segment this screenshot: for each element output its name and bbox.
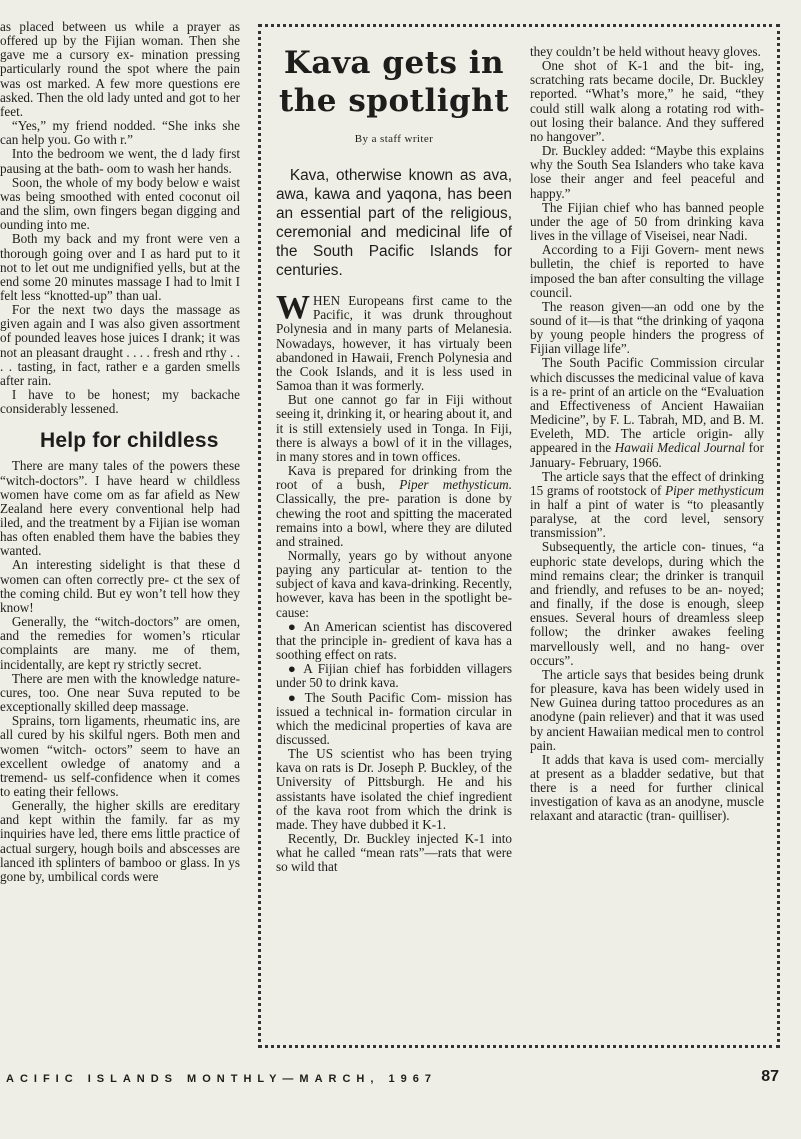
paragraph: Subsequently, the article con- tinues, “a euphoric state develops, during which the mind remains clear; the drinker is tranquil and friendly, and refuses to be an- noyed; and finally, if the dose is enough, sleep ensues. Several hours of dreamless sleep follow; the drinker awakes feeling marvellously well, and no hang- over occurs”. — [530, 539, 764, 668]
paragraph: Both my back and my front were ven a thorough going over and I as hard put to it not to let out me undignified yells, but at the end some 20 minutes massage I had to lmit I felt less “knotted-up” than ual. — [0, 231, 240, 303]
paragraph: Generally, the higher skills are ereditary and kept within the family. far as my inquiries have led, there ems little practice of actual surgery, hough boils and abscesses are lanced ith splinters of bamboo or glass. In ys gone by, umbilical cords were — [0, 798, 240, 884]
paragraph: But one cannot go far in Fiji without seeing it, drinking it, or hearing about it, and it is still extensiely used in Tonga. In Fiji, there is always a bowl of it in the villages, in many stores and in town offices. — [276, 392, 512, 464]
paragraph: According to a Fiji Govern- ment news bulletin, the chief is reported to have imposed the ban after consulting the village council. — [530, 242, 764, 300]
byline: By a staff writer — [354, 133, 434, 145]
paragraph: There are many tales of the powers these “witch-doctors”. I have heard w childless women have come om as far afield as New Zealand here every conventional help had iled, and the treatment by a Fijian ise woman has often enabled them have the babies they wanted. — [0, 458, 240, 559]
drop-cap: W — [276, 289, 310, 327]
paragraph: they couldn’t be held without heavy gloves. — [530, 44, 761, 59]
page-footer — [0, 1068, 801, 1088]
lead-paragraph: Kava, otherwise known as ava, awa, kawa and yaqona, has been an essential part of the religious, ceremonial and medicinal life of the South Pacific Islands for centuries. — [276, 167, 512, 280]
paragraph: Kava is prepared for drinking from the root of a bush, Piper methysticum. Classically, the pre- paration is done by chewing the root and spitting the macerated remains into a bowl, where they are diluted and strained. — [276, 463, 513, 549]
paragraph: The reason given—an odd one by the sound of it—is that “the drinking of yaqona by young people hinders the progress of Fijian village life”. — [530, 298, 764, 357]
paragraph: One shot of K-1 and the bit- ing, scratching rats became docile, Dr. Buckley reported. “What’s more,” he said, “they could still walk along a rotating rod with- out losing their balance. And they suffered no hangover”. — [530, 58, 764, 144]
bullet-item: ● The South Pacific Com- mission has issued a technical in- formation circular in which the medicinal properties of kava are discussed. — [276, 689, 512, 747]
running-footer: ACIFIC ISLANDS MONTHLY—MARCH, 1967 — [6, 1073, 437, 1085]
paragraph: An interesting sidelight is that these d women can often correctly pre- ct the sex of the coming child. But ey won’t tell how they know! — [0, 557, 240, 615]
paragraph: Sprains, torn ligaments, rheumatic ins, are all cured by his skilful ngers. Both men and women “witch- octors” seem to have an excellent owledge of anatomy and a tremend- us self-confidence when it comes to eating their fellows. — [0, 713, 240, 799]
paragraph: The article says that besides being drunk for pleasure, kava has been widely used in New Guinea during tattoo procedures as an anodyne (pain reliever) and that it was used by ancient Hawaiian medical men to control pain. — [530, 666, 764, 753]
paragraph: Normally, years go by without anyone paying any particular at- tention to the subject of kava and kava-drinking. Recently, however, kava has been in the spotlight be- cause: — [276, 547, 512, 620]
paragraph: Recently, Dr. Buckley injected K-1 into what he called “mean rats”—rats that were so wild that — [276, 831, 512, 875]
paragraph: Generally, the “witch-doctors” are omen, and the remedies for women’s rticular complaints are many. me of them, incidentally, are kept ry strictly secret. — [0, 614, 240, 672]
paragraph: Into the bedroom we went, the d lady first pausing at the bath- oom to wash her hands. — [0, 146, 240, 176]
paragraph: There are men with the knowledge nature-cures, too. One near Suva reputed to be exceptionally skilled deep massage. — [0, 670, 240, 715]
paragraph: WHEN Europeans first came to the Pacific, it was drunk throughout Polynesia and in many parts of Melanesia. Nowadays, however, it has virtualy been abandoned in Hawaii, French Polynesia and the Cook Islands, and it is less used in Samoa than it was formerly. — [276, 289, 512, 394]
paragraph: “Yes,” my friend nodded. “She inks she can help you. Go with r.” — [0, 118, 240, 148]
left-column — [0, 20, 240, 884]
bullet-item: ● A Fijian chief has forbidden villagers under 50 to drink kava. — [276, 661, 512, 691]
paragraph: It adds that kava is used com- mercially at present as a bladder sedative, but that there is a need for further clinical investigation of kava as an anodyne, muscle relaxant and ataractic (tran- quilliser). — [530, 751, 764, 824]
paragraph: Soon, the whole of my body below e waist was being smoothed with ented coconut oil and the slim, own fingers began digging and ounding into me. — [0, 174, 240, 233]
paragraph: For the next two days the massage as given again and I was also given assortment of pounded leaves hose juices I drank; it was not an pleasant draught . . . . fresh and rthy . . . . tasting, in fact, rather e a garden smells after rain. — [0, 302, 240, 388]
bullet-item: ● An American scientist has discovered that the principle in- gredient of kava has a soothing effect on rats. — [276, 618, 512, 663]
article-column-1 — [276, 44, 512, 875]
page-number: 87 — [761, 1068, 779, 1085]
paragraph: I have to be honest; my backache considerably lessened. — [0, 387, 240, 417]
paragraph: as placed between us while a prayer as offered up by the Fijian woman. Then she gave me a cursory ex- mination pressing particularly round the spot where the pain was ost marked. A few more questions ere asked. Then the old lady unted and got to her feet. — [0, 19, 240, 119]
article-column-2 — [530, 45, 764, 824]
article-title: Kava gets in the spotlight — [278, 45, 510, 119]
section-heading: Help for childless — [40, 429, 219, 453]
paragraph: Dr. Buckley added: “Maybe this explains why the South Sea Islanders who take kava lose their anger and feel peaceful and happy.” — [530, 143, 764, 201]
paragraph: The US scientist who has been trying kava on rats is Dr. Joseph P. Buckley, of the University of Pittsburgh. He and his assistants have isolated the chief ingredient of the kava root from which the drink is made. They have dubbed it K-1. — [276, 746, 512, 832]
paragraph: The South Pacific Commission circular which discusses the medicinal value of kava is a re- print of an article on the “Evaluation and Effectiveness of Ancient Hawaiian Medicine”, by F. L. Tabrah, MD, and B. M. Eveleth, MD. The article origin- ally appeared in the Hawaii Medical Journal for January- February, 1966. — [530, 355, 764, 470]
paragraph: The article says that the effect of drinking 15 grams of rootstock of Piper methysticum in half a pint of water is “to pleasantly paralyse, at the cord level, sensory transmission”. — [530, 468, 764, 541]
paragraph: The Fijian chief who has banned people under the age of 50 from drinking kava lives in the village of Viseisei, near Nadi. — [530, 199, 764, 244]
